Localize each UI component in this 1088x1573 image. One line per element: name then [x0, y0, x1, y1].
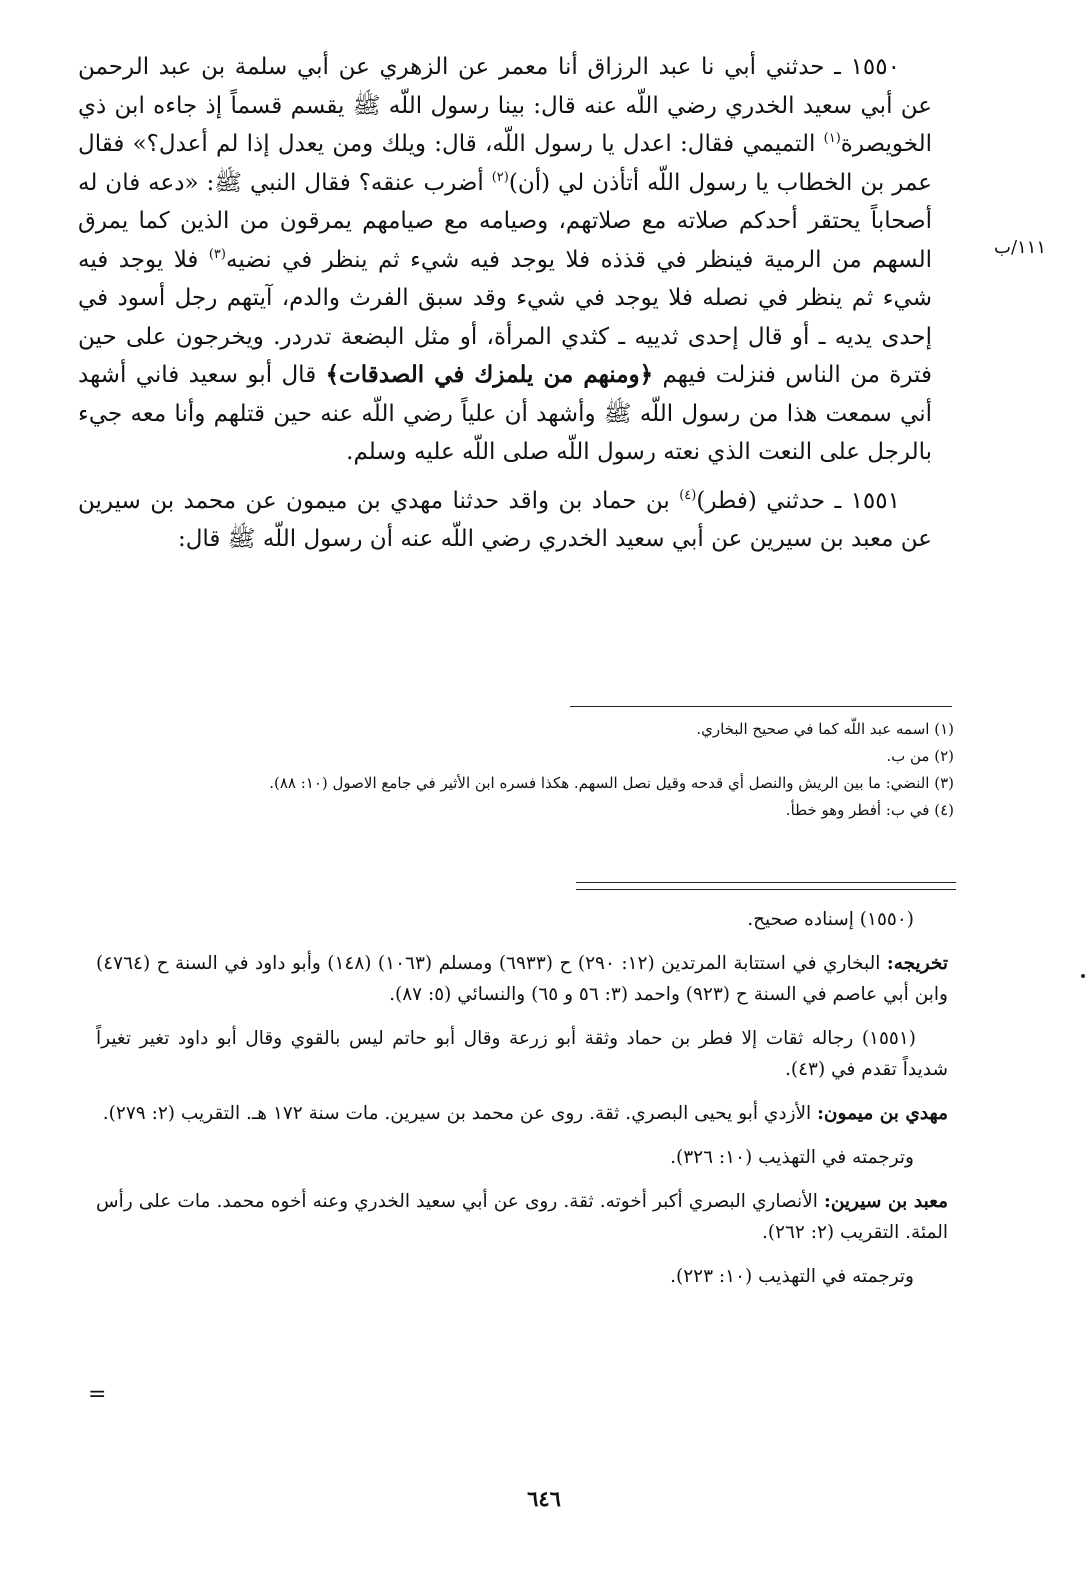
footnote-ref-1[interactable]: (١) — [823, 131, 841, 146]
mahdi-text: الأزدي أبو يحيى البصري. ثقة. روى عن محمد بن سيرين. مات سنة ١٧٢ هـ. التقريب (٢: ٢٧٩). — [102, 1103, 818, 1124]
continuation-mark: = — [88, 1382, 107, 1407]
footnotes — [120, 718, 954, 826]
takhrij — [96, 948, 948, 1010]
manuscript-folio-note: ١١١/ب — [994, 237, 1047, 258]
commentary-1551: (١٥٥١) رجاله ثقات إلا فطر بن حماد وثقة أبو زرعة وقال أبو حاتم ليس بالقوي وقال أبو داود تغير تغيراً شديداً تقدم في (٤٣). — [96, 1028, 948, 1080]
footnote-2: (٢) من ب. — [886, 747, 954, 765]
commentary-1550: (١٥٥٠) إسناده صحيح. — [747, 909, 914, 930]
scan-speck — [1081, 974, 1085, 978]
maabad-label: معبد بن سيرين: — [823, 1191, 948, 1212]
hadith-1550-part2: التميمي فقال: اعدل يا رسول اللّه، قال: ويلك ومن يعدل إذا لم أعدل؟» فقال عمر بن الخطاب يا رسول اللّه أتأذن لي (أن) — [78, 131, 932, 196]
hadith-1550-part3: أضرب عنقه؟ فقال النبي ﷺ: «دعه فان له أصحاباً يحتقر أحدكم صلاته مع صلاتهم، وصيامه مع صيامهم يمرقون من الذين كما يمرق السهم من الرمية فينظر في قذذه فلا يوجد فيه شيء ثم ينظر في نضيه — [78, 169, 932, 273]
takhrij-text: البخاري في استتابة المرتدين (١٢: ٢٩٠) ح (٦٩٣٣) ومسلم (١٠٦٣) (١٤٨) وأبو داود في السنة ح (٤٧٦٤) وابن أبي عاصم في السنة ح (٩٢٣) واحمد (٣: ٥٦ و ٦٥) والنسائي (٥: ٨٧). — [96, 953, 948, 1005]
footnote-ref-4[interactable]: (٤) — [679, 487, 697, 503]
mahdi-label: مهدي بن ميمون: — [817, 1103, 948, 1124]
takhrij-label: تخريجه: — [886, 953, 948, 974]
maabad-tarjama: وترجمته في التهذيب (١٠: ٢٢٣). — [670, 1266, 914, 1287]
hadith-1550-lead: ١٥٥٠ ـ حدثني أبي نا عبد الرزاق أنا معمر عن الزهري عن أبي سلمة بن عبد الرحمن عن أبي سعيد الخدري رضي اللّه عنه قال: بينا رسول اللّه ﷺ يقسم قسماً إذ جاءه ابن ذي الخويصرة — [78, 54, 932, 157]
page-number: ٦٤٦ — [527, 1486, 561, 1511]
footnote-divider — [570, 706, 952, 707]
hadith-1550 — [78, 48, 932, 472]
maabad-text: الأنصاري البصري أكبر أخوته. ثقة. روى عن أبي سعيد الخدري وعنه أخوه محمد. مات على رأس المئة. التقريب (٢: ٢٦٢). — [96, 1191, 948, 1243]
footnote-3: (٣) النضي: ما بين الريش والنصل أي قدحه وقيل نصل السهم. هكذا فسره ابن الأثير في جامع الاصول (١٠: ٨٨). — [269, 774, 954, 792]
footnote-ref-3[interactable]: (٣) — [208, 246, 226, 262]
hadith-1551-rest: بن حماد بن واقد حدثنا مهدي بن ميمون عن محمد بن سيرين عن معبد بن سيرين عن أبي سعيد الخدري رضي اللّه عنه أن رسول اللّه ﷺ قال: — [78, 487, 932, 552]
footnote-4: (٤) في ب: أفطر وهو خطأ. — [785, 801, 954, 819]
footnote-ref-2[interactable]: (٢) — [491, 169, 509, 185]
commentary — [96, 904, 948, 1305]
footnote-1: (١) اسمه عبد اللّه كما في صحيح البخاري. — [696, 720, 954, 738]
mahdi-tarjama: وترجمته في التهذيب (١٠: ٣٢٦). — [670, 1147, 914, 1168]
quran-verse: ﴿ومنهم من يلمزك في الصدقات﴾ — [325, 361, 654, 388]
main-text — [78, 48, 932, 569]
hadith-1550-part5: قال أبو سعيد فاني أشهد أني سمعت هذا من رسول اللّه ﷺ وأشهد أن علياً رضي اللّه عنه حين قتلهم وأنا معه جيء بالرجل على النعت الذي نعته رسول اللّه صلى اللّه عليه وسلم. — [78, 362, 932, 465]
hadith-1551-lead: ١٥٥١ ـ حدثني (فطر) — [696, 487, 900, 514]
hadith-1550-part4: فلا يوجد فيه شيء ثم ينظر في نصله فلا يوجد في شيء وقد سبق الفرث والدم، آيتهم رجل أسود في إحدى يديه ـ أو قال إحدى ثدييه ـ كثدي المرأة، أو مثل البضعة تدردر. ويخرجون على حين فترة من الناس فنزلت فيهم — [78, 246, 932, 388]
narrator-mahdi — [96, 1098, 948, 1129]
commentary-divider — [576, 882, 956, 890]
narrator-maabad — [96, 1186, 948, 1248]
hadith-1551 — [78, 482, 932, 559]
